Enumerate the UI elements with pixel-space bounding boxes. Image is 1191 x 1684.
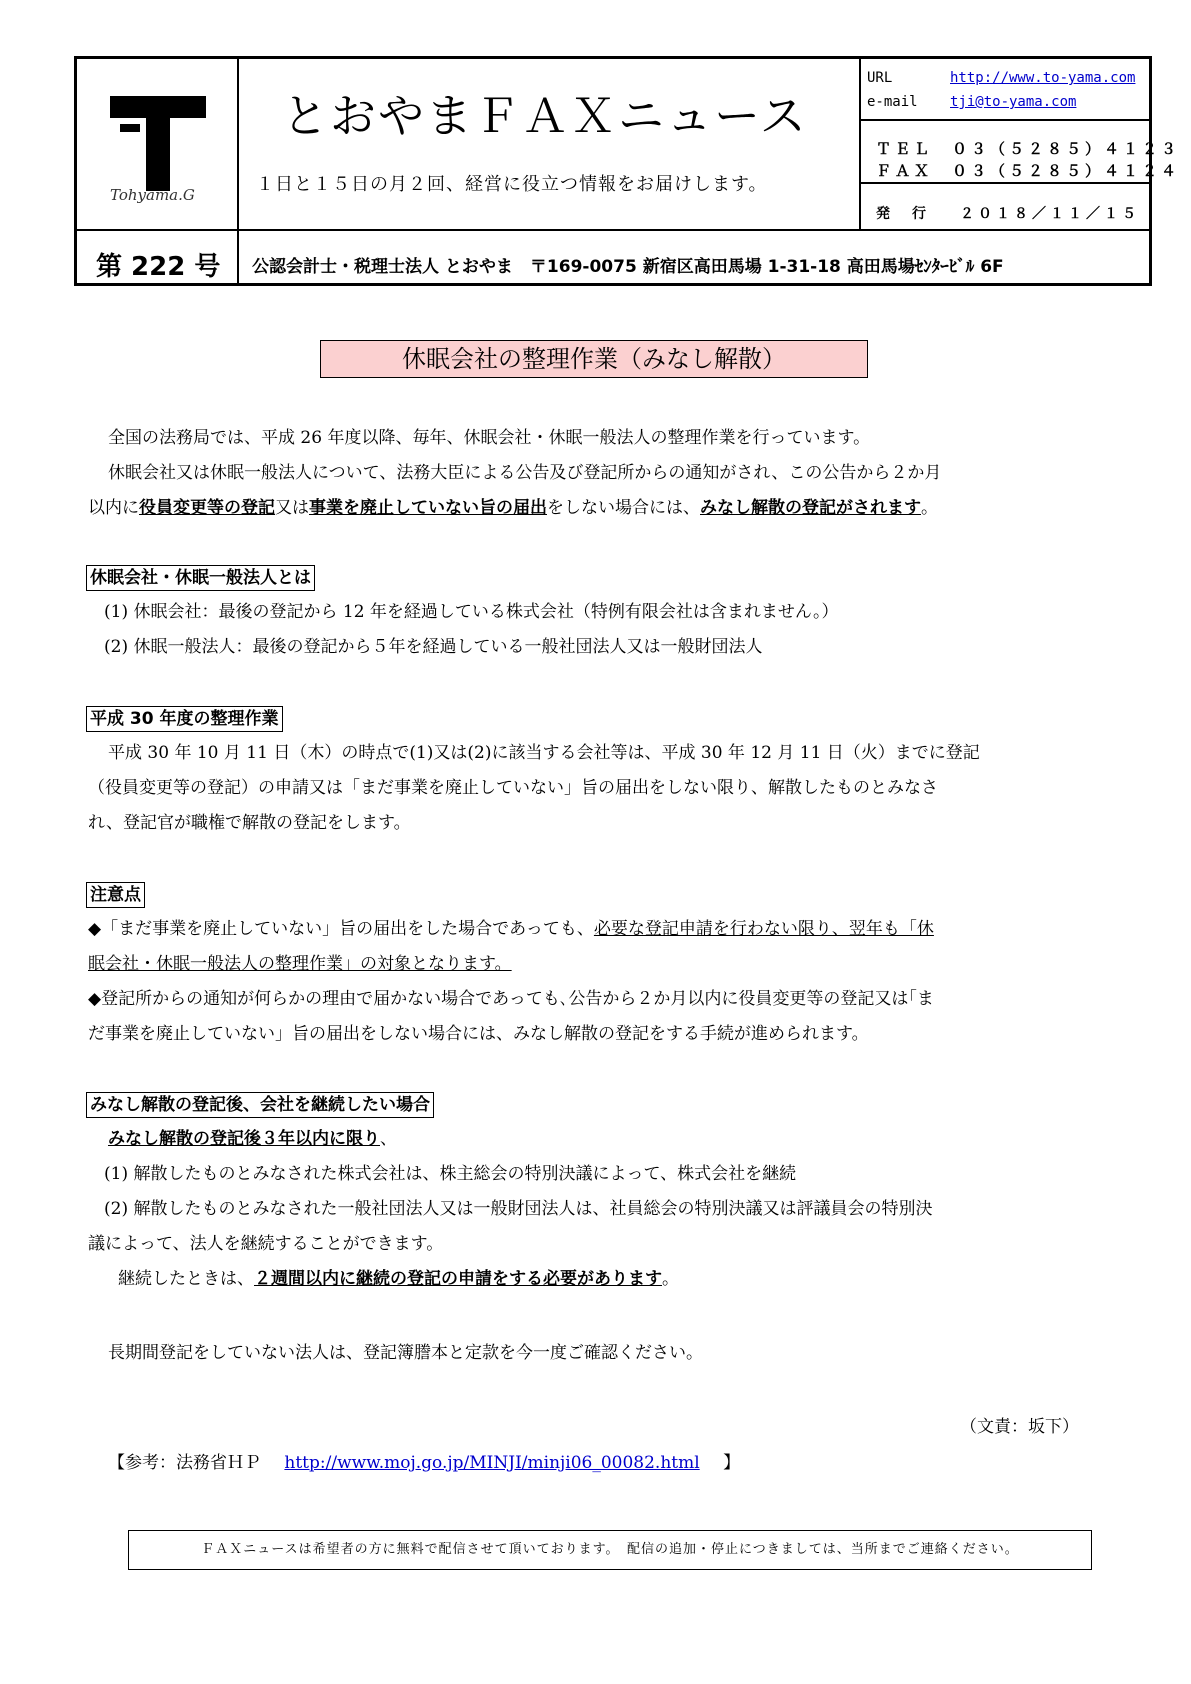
section-heading-definition: 休眠会社・休眠一般法人とは bbox=[86, 565, 315, 591]
email-label: e-mail bbox=[867, 94, 918, 110]
notes-bullet-1-line-2 bbox=[88, 947, 512, 982]
intro-line-2: 休眠会社又は休眠一般法人について、法務大臣による公告及び登記所からの通知がされ、この公告から２か月 bbox=[108, 463, 942, 483]
article-title: 休眠会社の整理作業（みなし解散） bbox=[320, 340, 868, 378]
notes-bullet-1-line-1 bbox=[88, 912, 934, 947]
continuation-lead-text: 、 bbox=[380, 1129, 397, 1149]
notes-bullet-2-line-2: だ事業を廃止していない」旨の届出をしない場合には、みなし解散の登記をする手続が進められます。 bbox=[88, 1024, 869, 1044]
continuation-note-text: 継続したときは、 bbox=[118, 1269, 254, 1289]
footer-notice: ＦＡＸニュースは希望者の方に無料で配信させて頂いております。 配信の追加・停止につきましては、当所までご連絡ください。 bbox=[128, 1530, 1092, 1570]
url-label: URL bbox=[867, 70, 893, 86]
closing-remark: 長期間登記をしていない法人は、登記簿謄本と定款を今一度ご確認ください。 bbox=[108, 1343, 703, 1363]
reference-close: 】 bbox=[723, 1453, 741, 1473]
fy30-line-1: 平成 30 年 10 月 11 日（木）の時点で(1)又は(2)に該当する会社等は、平成 30 年 12 月 11 日（火）までに登記 bbox=[108, 743, 980, 763]
issued-label: 発 行 bbox=[876, 206, 930, 222]
section-heading-continuation: みなし解散の登記後、会社を継続したい場合 bbox=[86, 1092, 434, 1118]
continuation-item-2-line-2: 議によって、法人を継続することができます。 bbox=[88, 1234, 444, 1254]
intro-line-1: 全国の法務局では、平成 26 年度以降、毎年、休眠会社・休眠一般法人の整理作業を行っています。 bbox=[108, 428, 871, 448]
definition-item-2: (2) 休眠一般法人：最後の登記から５年を経過している一般社団法人又は一般財団法人 bbox=[104, 637, 763, 657]
intro-text: 以内に bbox=[88, 498, 139, 518]
continuation-note bbox=[118, 1262, 679, 1297]
intro-text: 。 bbox=[921, 498, 938, 518]
section-heading-fy30: 平成 30 年度の整理作業 bbox=[86, 706, 283, 732]
continuation-note-emphasis: ２週間以内に継続の登記の申請をする必要があります bbox=[254, 1269, 662, 1289]
definition-item-1: (1) 休眠会社：最後の登記から 12 年を経過している株式会社（特例有限会社は含まれません。） bbox=[104, 602, 839, 622]
continuation-lead-emphasis: みなし解散の登記後３年以内に限り bbox=[108, 1129, 380, 1149]
newsletter-title: とおやまＦＡＸニュース bbox=[282, 89, 808, 143]
logo-signature: Tohyama.G bbox=[110, 186, 195, 204]
firm-address: 公認会計士・税理士法人 とおやま 〒169-0075 新宿区高田馬場 1-31-18 高田馬場ｾﾝﾀｰﾋﾞﾙ 6F bbox=[252, 257, 1004, 277]
continuation-item-1: (1) 解散したものとみなされた株式会社は、株主総会の特別決議によって、株式会社を継続 bbox=[104, 1164, 797, 1184]
notes-emphasis: 眠会社・休眠一般法人の整理作業」の対象となります。 bbox=[88, 954, 512, 974]
reference-line bbox=[108, 1446, 740, 1481]
emphasis-not-abolished: 事業を廃止していない旨の届出 bbox=[309, 498, 547, 518]
emphasis-officer-change: 役員変更等の登記 bbox=[139, 498, 275, 518]
fy30-line-2: （役員変更等の登記）の申請又は「まだ事業を廃止していない」旨の届出をしない限り、解散したものとみなさ bbox=[88, 778, 938, 798]
issued-date: ２０１８／１１／１５ bbox=[960, 206, 1140, 222]
reference-label: 【参考：法務省ＨＰ bbox=[108, 1453, 261, 1473]
fax-number: ＦＡＸ ０３（５２８５）４１２４ bbox=[876, 162, 1181, 180]
logo-t-icon bbox=[110, 96, 206, 191]
author-credit: （文責：坂下） bbox=[960, 1417, 1079, 1437]
emphasis-deemed-dissolution: みなし解散の登記がされます bbox=[700, 498, 921, 518]
continuation-item-2-line-1: (2) 解散したものとみなされた一般社団法人又は一般財団法人は、社員総会の特別決議又は評議員会の特別決 bbox=[104, 1199, 933, 1219]
issue-number: 第 222 号 bbox=[96, 252, 221, 282]
continuation-lead bbox=[108, 1122, 397, 1157]
website-link[interactable]: http://www.to-yama.com bbox=[950, 70, 1136, 86]
notes-emphasis: 必要な登記申請を行わない限り、翌年も「休 bbox=[593, 919, 934, 939]
intro-text: をしない場合には、 bbox=[547, 498, 700, 518]
fy30-line-3: れ、登記官が職権で解散の登記をします。 bbox=[88, 813, 411, 833]
section-heading-notes: 注意点 bbox=[86, 882, 145, 908]
logo bbox=[74, 56, 234, 231]
intro-line-3 bbox=[88, 491, 938, 526]
notes-text: ◆「まだ事業を廃止していない」旨の届出をした場合であっても、 bbox=[88, 919, 594, 939]
continuation-note-text: 。 bbox=[662, 1269, 679, 1289]
intro-text: 又は bbox=[275, 498, 309, 518]
email-link[interactable]: tji@to-yama.com bbox=[950, 94, 1077, 110]
newsletter-tagline: １日と１５日の月２回、経営に役立つ情報をお届けします。 bbox=[256, 174, 768, 195]
tel-number: ＴＥＬ ０３（５２８５）４１２３ bbox=[876, 140, 1181, 158]
reference-link[interactable]: http://www.moj.go.jp/MINJI/minji06_00082.html bbox=[284, 1453, 700, 1473]
notes-bullet-2-line-1: ◆登記所からの通知が何らかの理由で届かない場合であっても､公告から２か月以内に役員変更等の登記又は｢ま bbox=[88, 989, 934, 1009]
